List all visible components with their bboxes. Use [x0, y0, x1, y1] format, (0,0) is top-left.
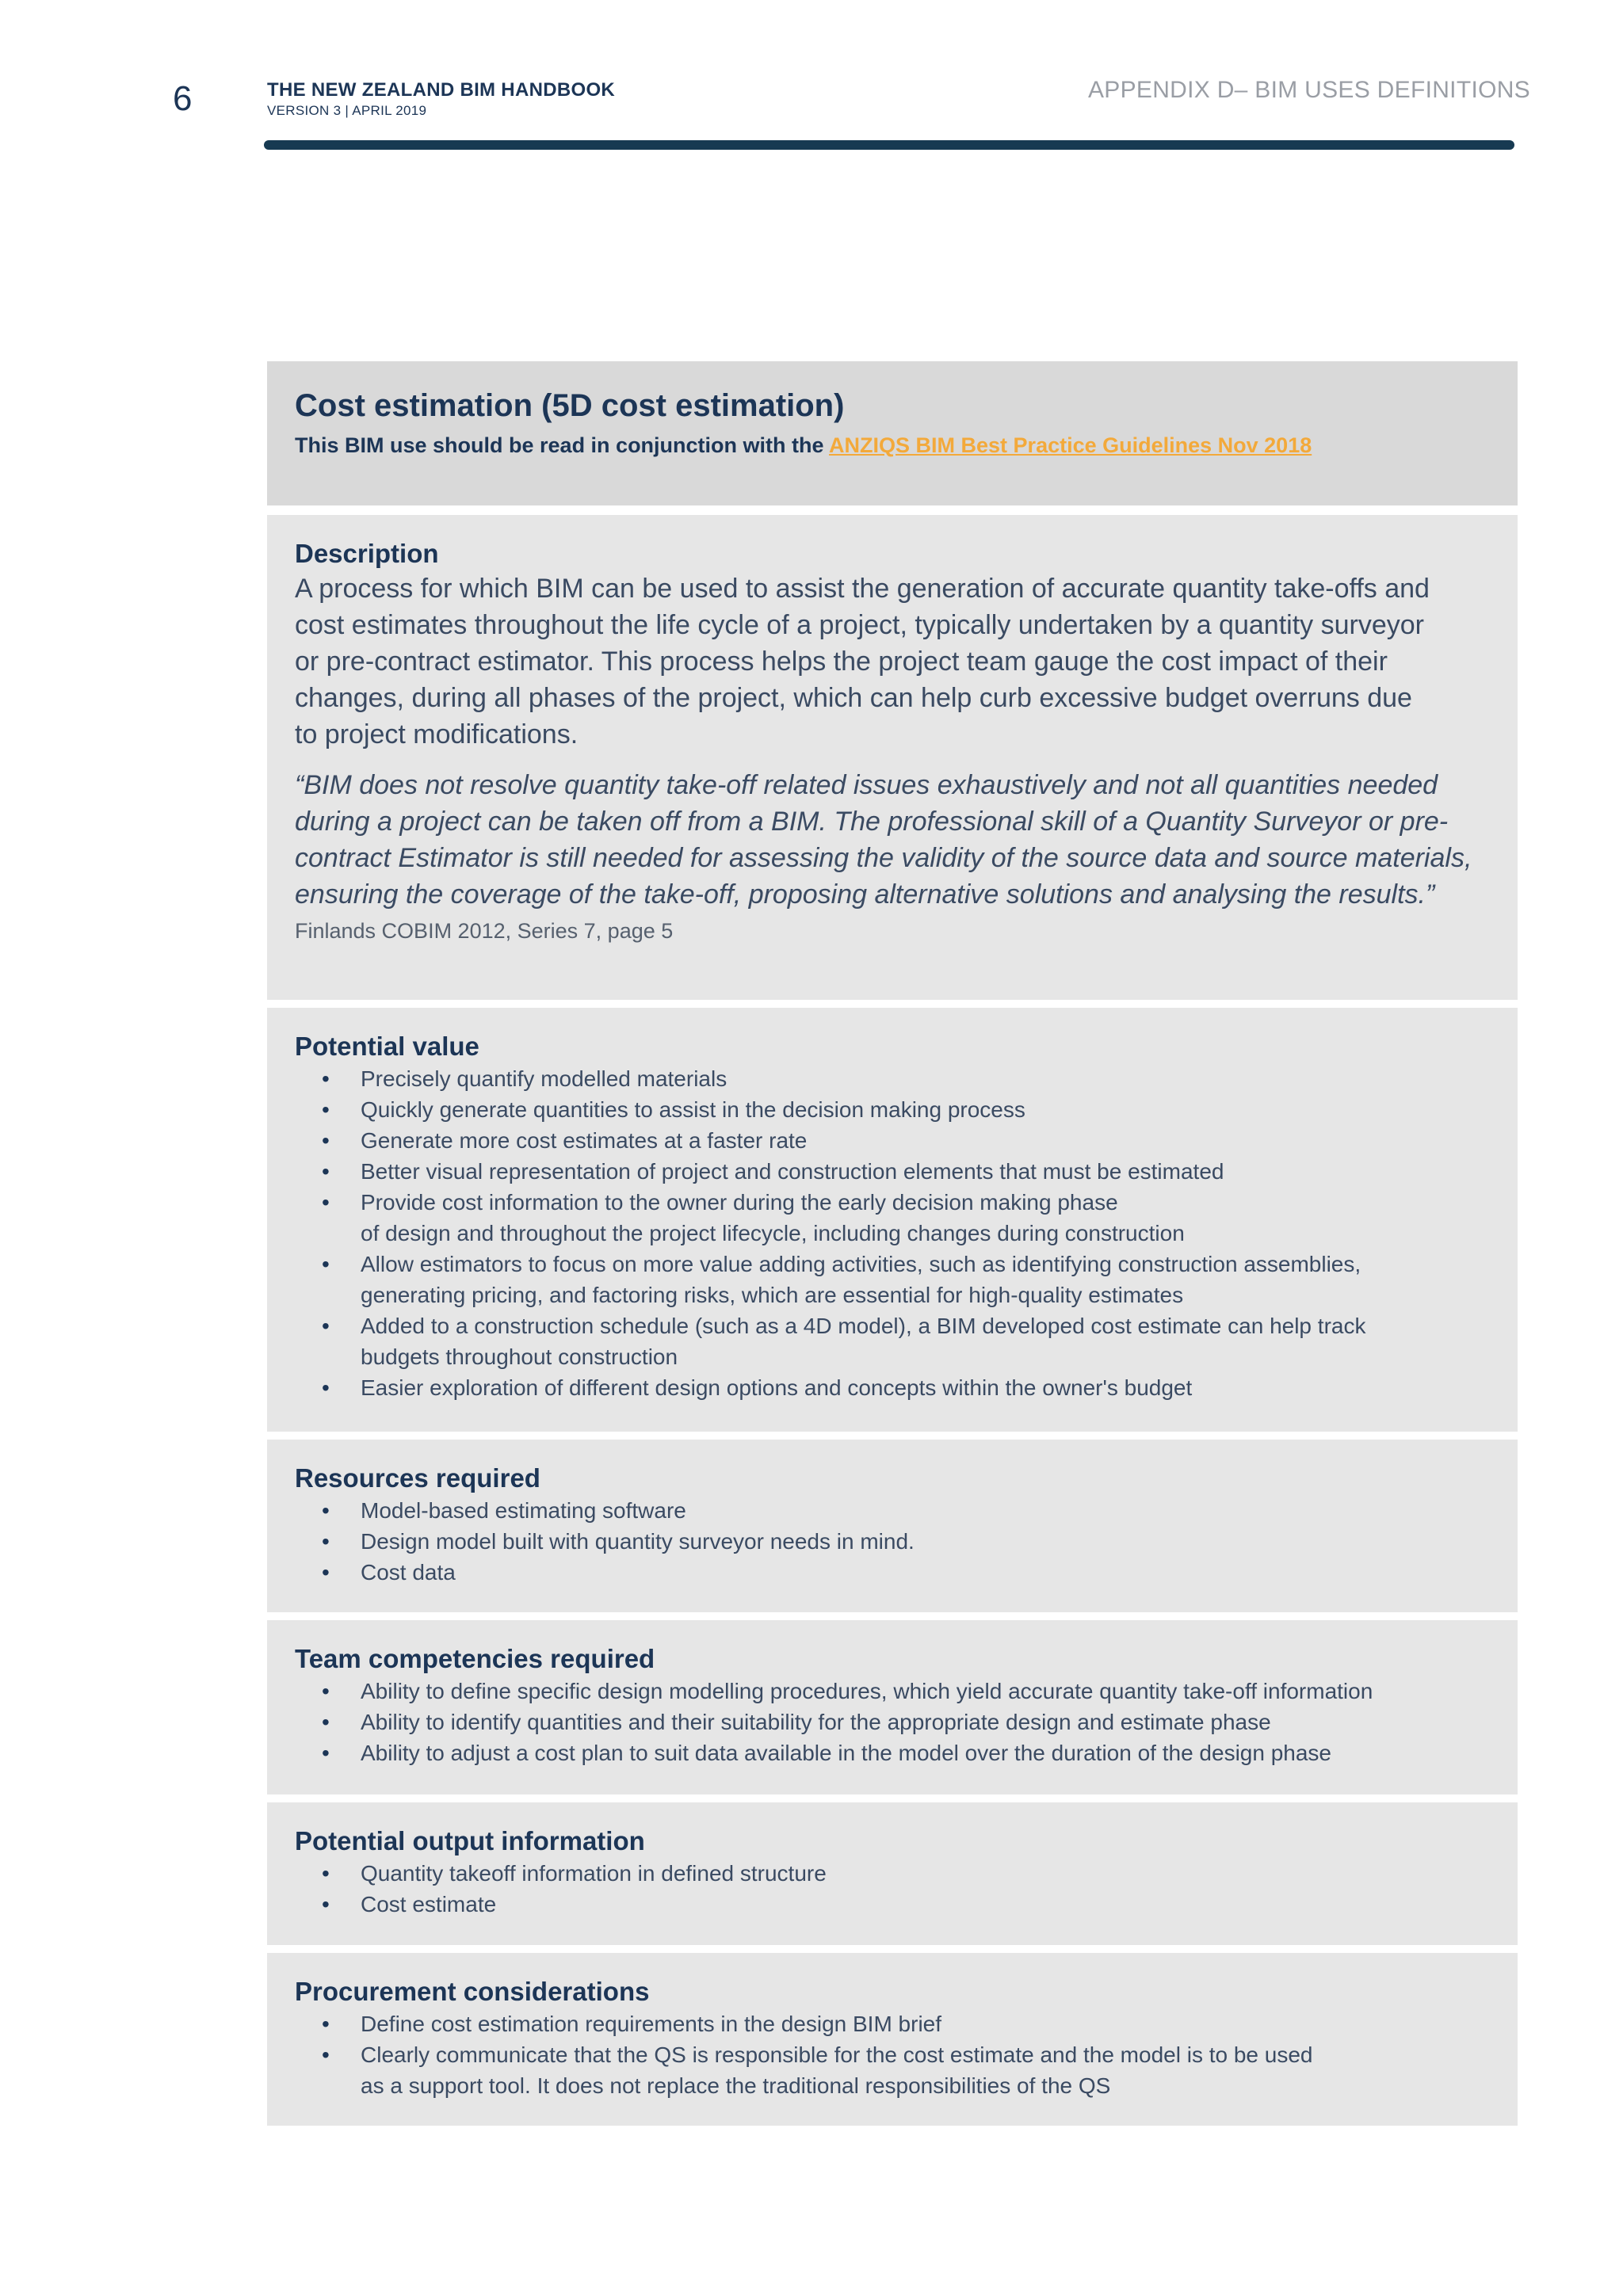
- description-line: or pre-contract estimator. This process helps the project team gauge the cost impact of their: [295, 646, 1388, 677]
- list-item: [295, 1737, 1490, 1768]
- reading-note: [295, 433, 1490, 458]
- quote-line: contract Estimator is still needed for assessing the validity of the source data and source materials,: [295, 843, 1472, 873]
- list-item-text: • Design model built with quantity surveyor needs in mind.: [361, 1529, 915, 1554]
- list-item-text: • Clearly communicate that the QS is responsible for the cost estimate and the model is to be used: [361, 2042, 1313, 2067]
- quote-line: ensuring the coverage of the take-off, proposing alternative solutions and analysing the results.”: [295, 879, 1435, 910]
- list-item-text: • Ability to adjust a cost plan to suit data available in the model over the duration of the design phase: [361, 1741, 1331, 1765]
- description-line: changes, during all phases of the project, which can help curb excessive budget overruns due: [295, 683, 1412, 713]
- list-item-text: • Generate more cost estimates at a faster rate: [361, 1128, 808, 1153]
- output-information-list: [295, 1858, 1490, 1920]
- team-competencies-list: [295, 1676, 1490, 1768]
- procurement-list: [295, 2008, 1490, 2101]
- list-item-text: • Define cost estimation requirements in the design BIM brief: [361, 2012, 942, 2036]
- potential-value-section: [267, 1008, 1518, 1432]
- description-line: A process for which BIM can be used to assist the generation of accurate quantity take-offs and: [295, 574, 1430, 604]
- list-item: [295, 1526, 1490, 1557]
- output-information-section: [267, 1802, 1518, 1945]
- team-competencies-section: [267, 1620, 1518, 1794]
- list-item-text: • Better visual representation of project and construction elements that must be estimated: [361, 1159, 1224, 1184]
- list-item: [295, 2008, 1490, 2039]
- description-body: [295, 570, 1490, 753]
- handbook-version: VERSION 3 | APRIL 2019: [267, 103, 427, 118]
- description-heading: Description: [295, 539, 439, 568]
- list-item: [295, 1858, 1490, 1889]
- quote-line: “BIM does not resolve quantity take-off related issues exhaustively and not all quantities needed: [295, 770, 1438, 800]
- list-item: [295, 1125, 1490, 1156]
- page-title: Cost estimation (5D cost estimation): [295, 388, 845, 423]
- page-number: 6: [173, 79, 193, 118]
- list-item-text: • Cost estimate: [361, 1892, 497, 1917]
- quote-source: Finlands COBIM 2012, Series 7, page 5: [295, 919, 674, 943]
- potential-value-heading: Potential value: [295, 1032, 479, 1061]
- cobim-quote: [295, 767, 1490, 913]
- procurement-heading: Procurement considerations: [295, 1977, 650, 2006]
- list-item: [295, 1495, 1490, 1526]
- list-item: [295, 1094, 1490, 1125]
- description-section: [267, 515, 1518, 1000]
- list-item-text: • Allow estimators to focus on more value adding activities, such as identifying construction assemblies,: [361, 1252, 1361, 1276]
- anziqs-guidelines-link[interactable]: ANZIQS BIM Best Practice Guidelines Nov 2018: [829, 433, 1312, 457]
- resources-heading: Resources required: [295, 1463, 540, 1493]
- list-item-text: generating pricing, and factoring risks, which are essential for high-quality estimates: [361, 1283, 1184, 1307]
- list-item-text: of design and throughout the project lifecycle, including changes during construction: [361, 1221, 1185, 1245]
- list-item-text: • Quantity takeoff information in defined structure: [361, 1861, 827, 1886]
- list-item-text: • Added to a construction schedule (such as a 4D model), a BIM developed cost estimate can help track: [361, 1314, 1366, 1338]
- handbook-title: THE NEW ZEALAND BIM HANDBOOK: [267, 79, 616, 101]
- list-item-text: • Ability to identify quantities and their suitability for the appropriate design and estimate phase: [361, 1710, 1271, 1734]
- list-item: [295, 1557, 1490, 1588]
- list-item-text: as a support tool. It does not replace the traditional responsibilities of the QS: [361, 2073, 1111, 2098]
- header-divider: [264, 140, 1514, 150]
- list-item: [295, 1707, 1490, 1737]
- list-item: [295, 1310, 1490, 1372]
- list-item: [295, 1156, 1490, 1187]
- appendix-title: APPENDIX D– BIM USES DEFINITIONS: [1087, 77, 1530, 103]
- list-item: [295, 1187, 1490, 1249]
- list-item: [295, 1063, 1490, 1094]
- reading-note-text: This BIM use should be read in conjunction with the: [295, 433, 830, 457]
- potential-value-list: [295, 1063, 1490, 1403]
- list-item-text: • Quickly generate quantities to assist in the decision making process: [361, 1097, 1025, 1122]
- procurement-section: [267, 1953, 1518, 2126]
- quote-line: during a project can be taken off from a BIM. The professional skill of a Quantity Surveyor or pre-: [295, 807, 1449, 837]
- list-item-text: budgets throughout construction: [361, 1344, 678, 1369]
- list-item-text: • Easier exploration of different design options and concepts within the owner's budget: [361, 1375, 1193, 1400]
- description-line: to project modifications.: [295, 719, 579, 749]
- list-item-text: • Model-based estimating software: [361, 1498, 686, 1523]
- list-item-text: • Precisely quantify modelled materials: [361, 1066, 727, 1091]
- description-line: cost estimates throughout the life cycle of a project, typically undertaken by a quantity surveyor: [295, 610, 1424, 640]
- output-information-heading: Potential output information: [295, 1826, 645, 1855]
- list-item-text: • Provide cost information to the owner during the early decision making phase: [361, 1190, 1118, 1215]
- team-competencies-heading: Team competencies required: [295, 1644, 655, 1673]
- list-item-text: • Cost data: [361, 1560, 456, 1585]
- list-item: [295, 1249, 1490, 1310]
- resources-list: [295, 1495, 1490, 1588]
- list-item: [295, 1372, 1490, 1403]
- list-item: [295, 2039, 1490, 2101]
- title-box: [267, 361, 1518, 505]
- list-item: [295, 1889, 1490, 1920]
- list-item: [295, 1676, 1490, 1707]
- resources-section: [267, 1440, 1518, 1612]
- list-item-text: • Ability to define specific design modelling procedures, which yield accurate quantity take-off information: [361, 1679, 1373, 1703]
